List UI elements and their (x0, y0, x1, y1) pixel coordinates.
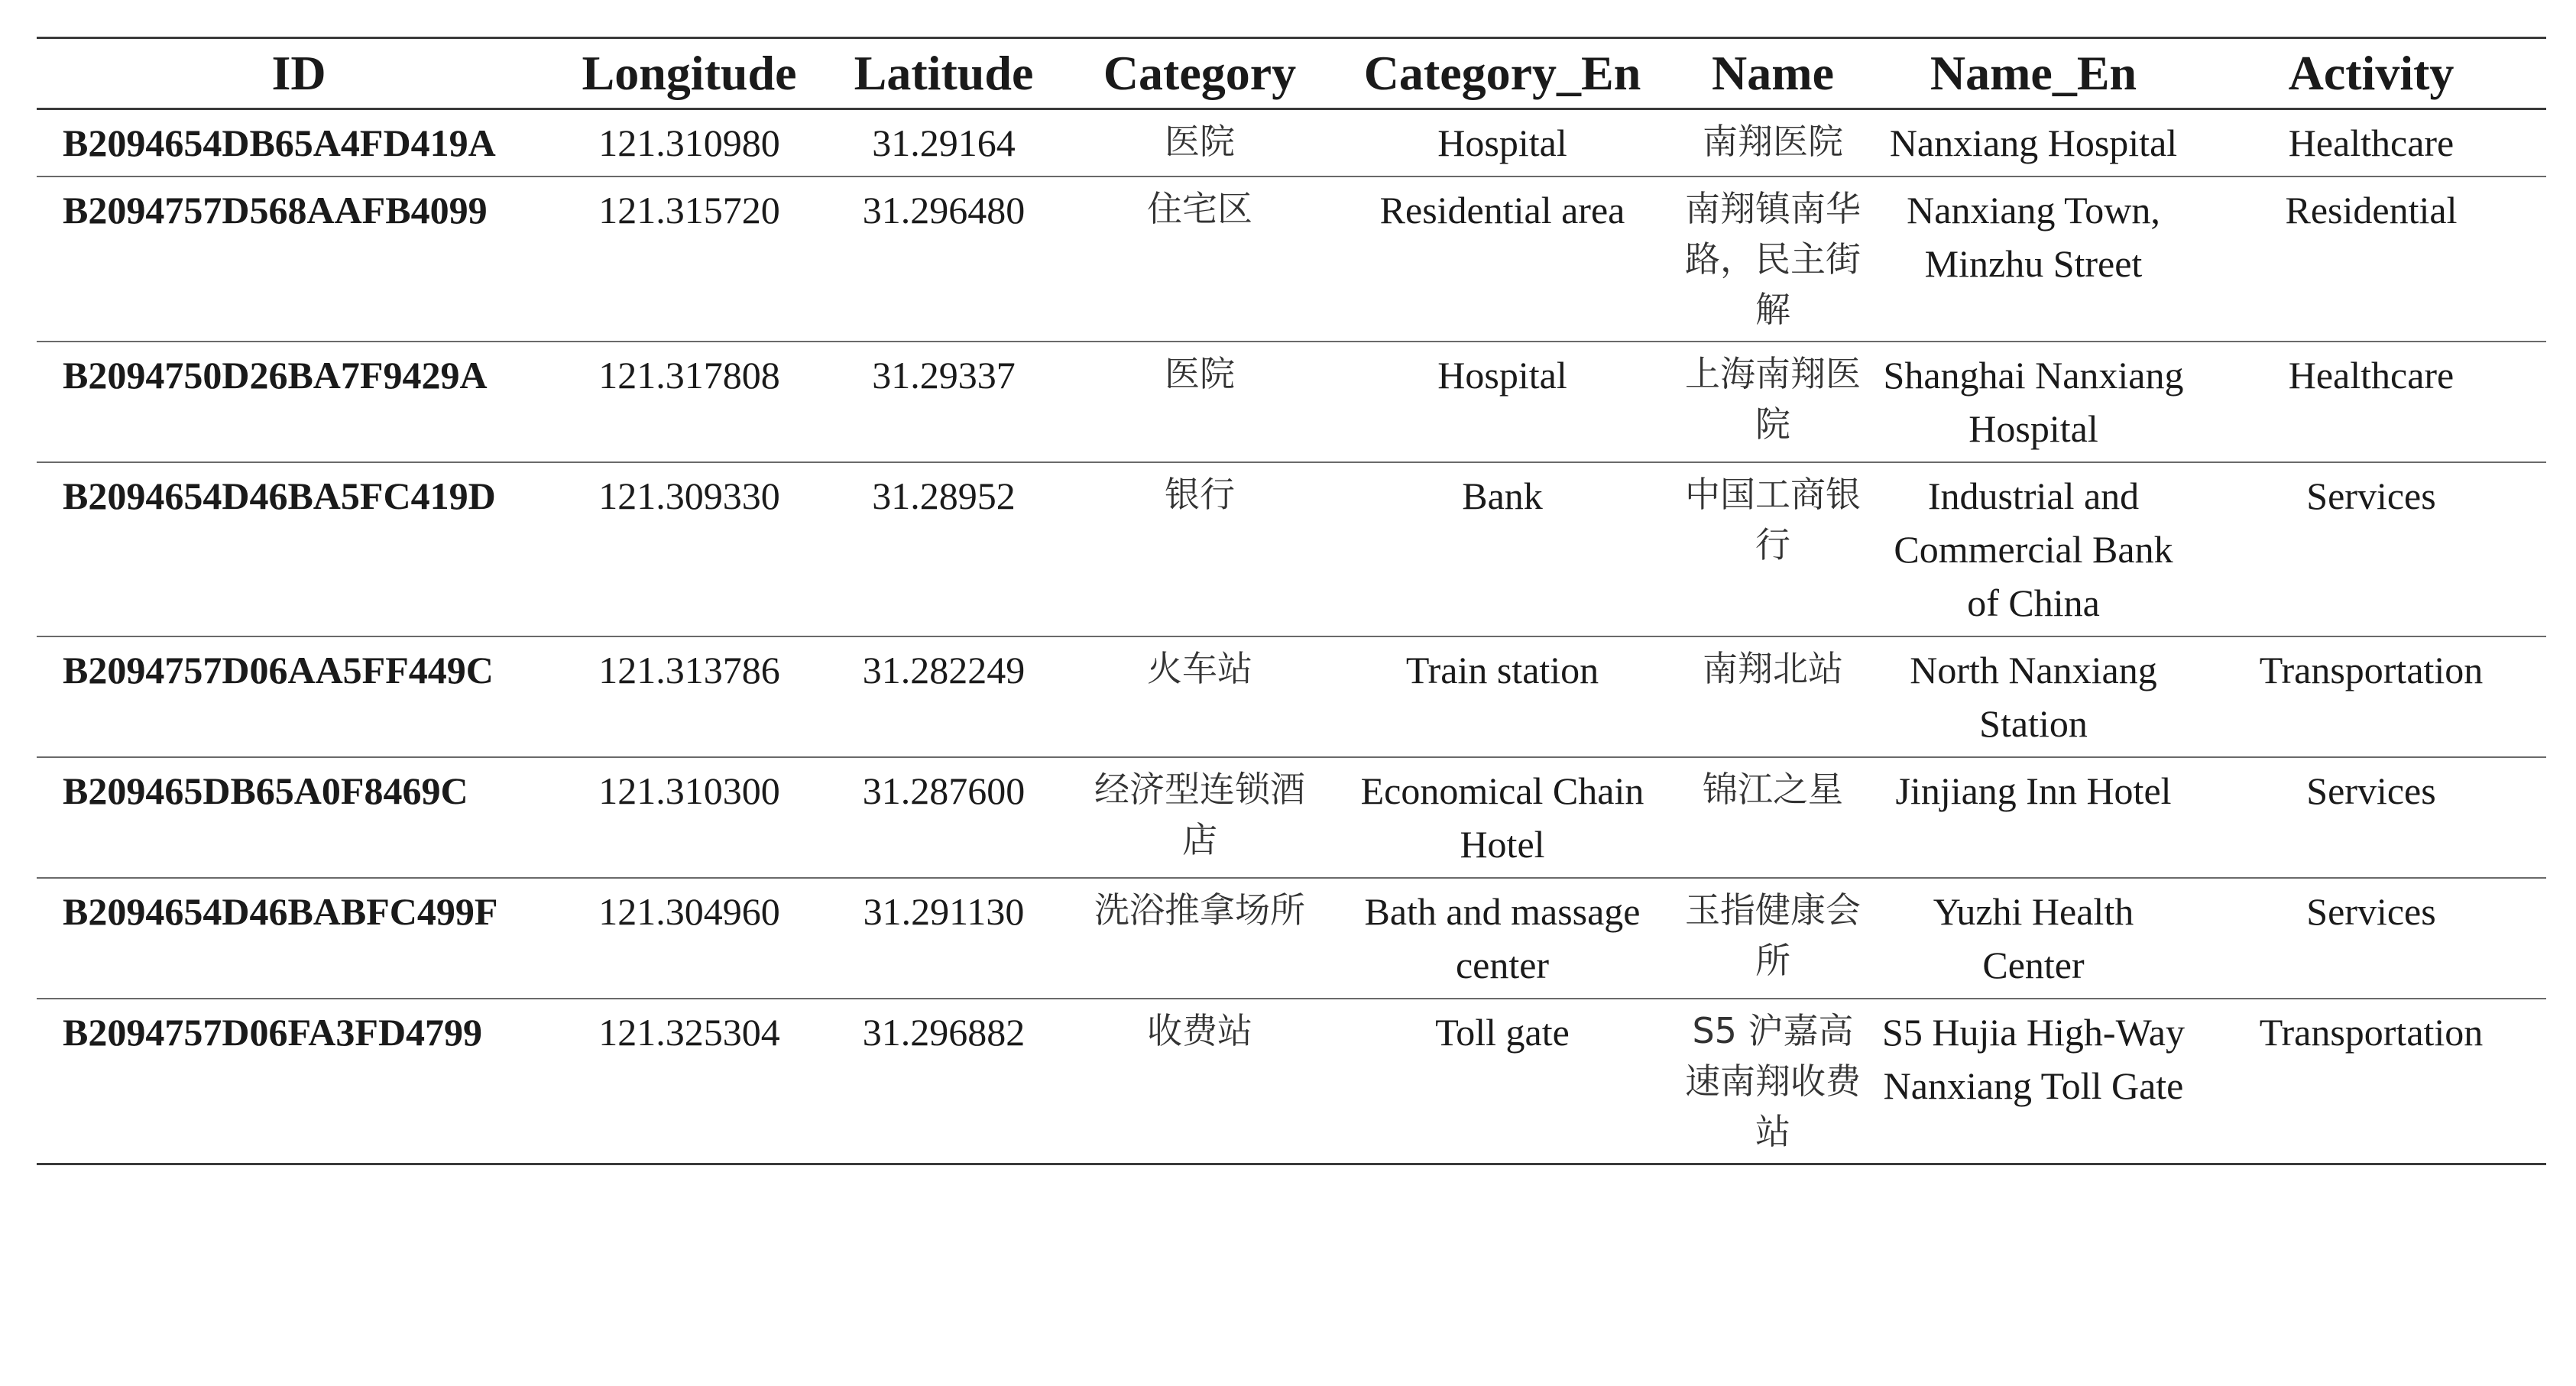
cell-id: B2094757D06AA5FF449C (37, 636, 561, 757)
cell-latitude: 31.291130 (818, 878, 1070, 999)
column-header-id: ID (37, 38, 561, 109)
cell-name-en: Jinjiang Inn Hotel (1871, 757, 2196, 878)
cell-latitude: 31.296882 (818, 999, 1070, 1164)
column-header-category: Category (1070, 38, 1330, 109)
cell-name-en: Shanghai Nanxiang Hospital (1871, 342, 2196, 462)
cell-category: 火车站 (1070, 636, 1330, 757)
cell-category-en: Toll gate (1330, 999, 1675, 1164)
table-row (37, 757, 2546, 878)
table-body (37, 108, 2546, 1164)
cell-latitude: 31.28952 (818, 462, 1070, 636)
cell-longitude: 121.310980 (561, 108, 818, 176)
cell-longitude: 121.309330 (561, 462, 818, 636)
cell-category-en: Bath and massage center (1330, 878, 1675, 999)
cell-activity: Healthcare (2196, 342, 2546, 462)
cell-category-en: Economical Chain Hotel (1330, 757, 1675, 878)
column-header-longitude: Longitude (561, 38, 818, 109)
column-header-name: Name (1675, 38, 1871, 109)
cell-category-en: Residential area (1330, 176, 1675, 342)
cell-category: 收费站 (1070, 999, 1330, 1164)
cell-activity: Residential (2196, 176, 2546, 342)
poi-table (37, 37, 2546, 1165)
cell-name: 上海南翔医院 (1675, 342, 1871, 462)
column-header-latitude: Latitude (818, 38, 1070, 109)
table-header (37, 38, 2546, 109)
cell-id: B2094750D26BA7F9429A (37, 342, 561, 462)
cell-name: 南翔医院 (1675, 108, 1871, 176)
cell-activity: Transportation (2196, 636, 2546, 757)
table-row (37, 999, 2546, 1164)
cell-category-en: Hospital (1330, 342, 1675, 462)
cell-activity: Services (2196, 878, 2546, 999)
cell-id: B2094654D46BABFC499F (37, 878, 561, 999)
cell-category: 银行 (1070, 462, 1330, 636)
cell-id: B2094654D46BA5FC419D (37, 462, 561, 636)
cell-category: 医院 (1070, 108, 1330, 176)
cell-latitude: 31.282249 (818, 636, 1070, 757)
cell-activity: Services (2196, 462, 2546, 636)
cell-name: 锦江之星 (1675, 757, 1871, 878)
cell-category: 洗浴推拿场所 (1070, 878, 1330, 999)
cell-name: 中国工商银行 (1675, 462, 1871, 636)
cell-latitude: 31.29164 (818, 108, 1070, 176)
cell-longitude: 121.325304 (561, 999, 818, 1164)
cell-latitude: 31.296480 (818, 176, 1070, 342)
cell-id: B2094757D568AAFB4099 (37, 176, 561, 342)
table-row (37, 878, 2546, 999)
cell-name: 南翔镇南华路，民主街解 (1675, 176, 1871, 342)
column-header-name-en: Name_En (1871, 38, 2196, 109)
cell-longitude: 121.317808 (561, 342, 818, 462)
cell-name-en: Industrial and Commercial Bank of China (1871, 462, 2196, 636)
table-row (37, 462, 2546, 636)
cell-category: 住宅区 (1070, 176, 1330, 342)
cell-longitude: 121.313786 (561, 636, 818, 757)
cell-name-en: Nanxiang Town, Minzhu Street (1871, 176, 2196, 342)
cell-name-en: S5 Hujia High-Way Nanxiang Toll Gate (1871, 999, 2196, 1164)
cell-id: B209465DB65A0F8469C (37, 757, 561, 878)
cell-name-en: Yuzhi Health Center (1871, 878, 2196, 999)
table-row (37, 176, 2546, 342)
table-row (37, 108, 2546, 176)
table-row (37, 342, 2546, 462)
cell-name: 玉指健康会所 (1675, 878, 1871, 999)
cell-category: 医院 (1070, 342, 1330, 462)
cell-latitude: 31.287600 (818, 757, 1070, 878)
column-header-category-en: Category_En (1330, 38, 1675, 109)
poi-table-container (37, 37, 2546, 1165)
cell-name: S5 沪嘉高速南翔收费站 (1675, 999, 1871, 1164)
cell-category-en: Train station (1330, 636, 1675, 757)
cell-id: B2094757D06FA3FD4799 (37, 999, 561, 1164)
cell-longitude: 121.315720 (561, 176, 818, 342)
cell-longitude: 121.304960 (561, 878, 818, 999)
cell-category: 经济型连锁酒店 (1070, 757, 1330, 878)
cell-activity: Transportation (2196, 999, 2546, 1164)
cell-name-en: North Nanxiang Station (1871, 636, 2196, 757)
cell-category-en: Bank (1330, 462, 1675, 636)
cell-name-en: Nanxiang Hospital (1871, 108, 2196, 176)
cell-category-en: Hospital (1330, 108, 1675, 176)
cell-latitude: 31.29337 (818, 342, 1070, 462)
header-row (37, 38, 2546, 109)
table-row (37, 636, 2546, 757)
cell-longitude: 121.310300 (561, 757, 818, 878)
cell-activity: Healthcare (2196, 108, 2546, 176)
column-header-activity: Activity (2196, 38, 2546, 109)
cell-id: B2094654DB65A4FD419A (37, 108, 561, 176)
cell-activity: Services (2196, 757, 2546, 878)
cell-name: 南翔北站 (1675, 636, 1871, 757)
